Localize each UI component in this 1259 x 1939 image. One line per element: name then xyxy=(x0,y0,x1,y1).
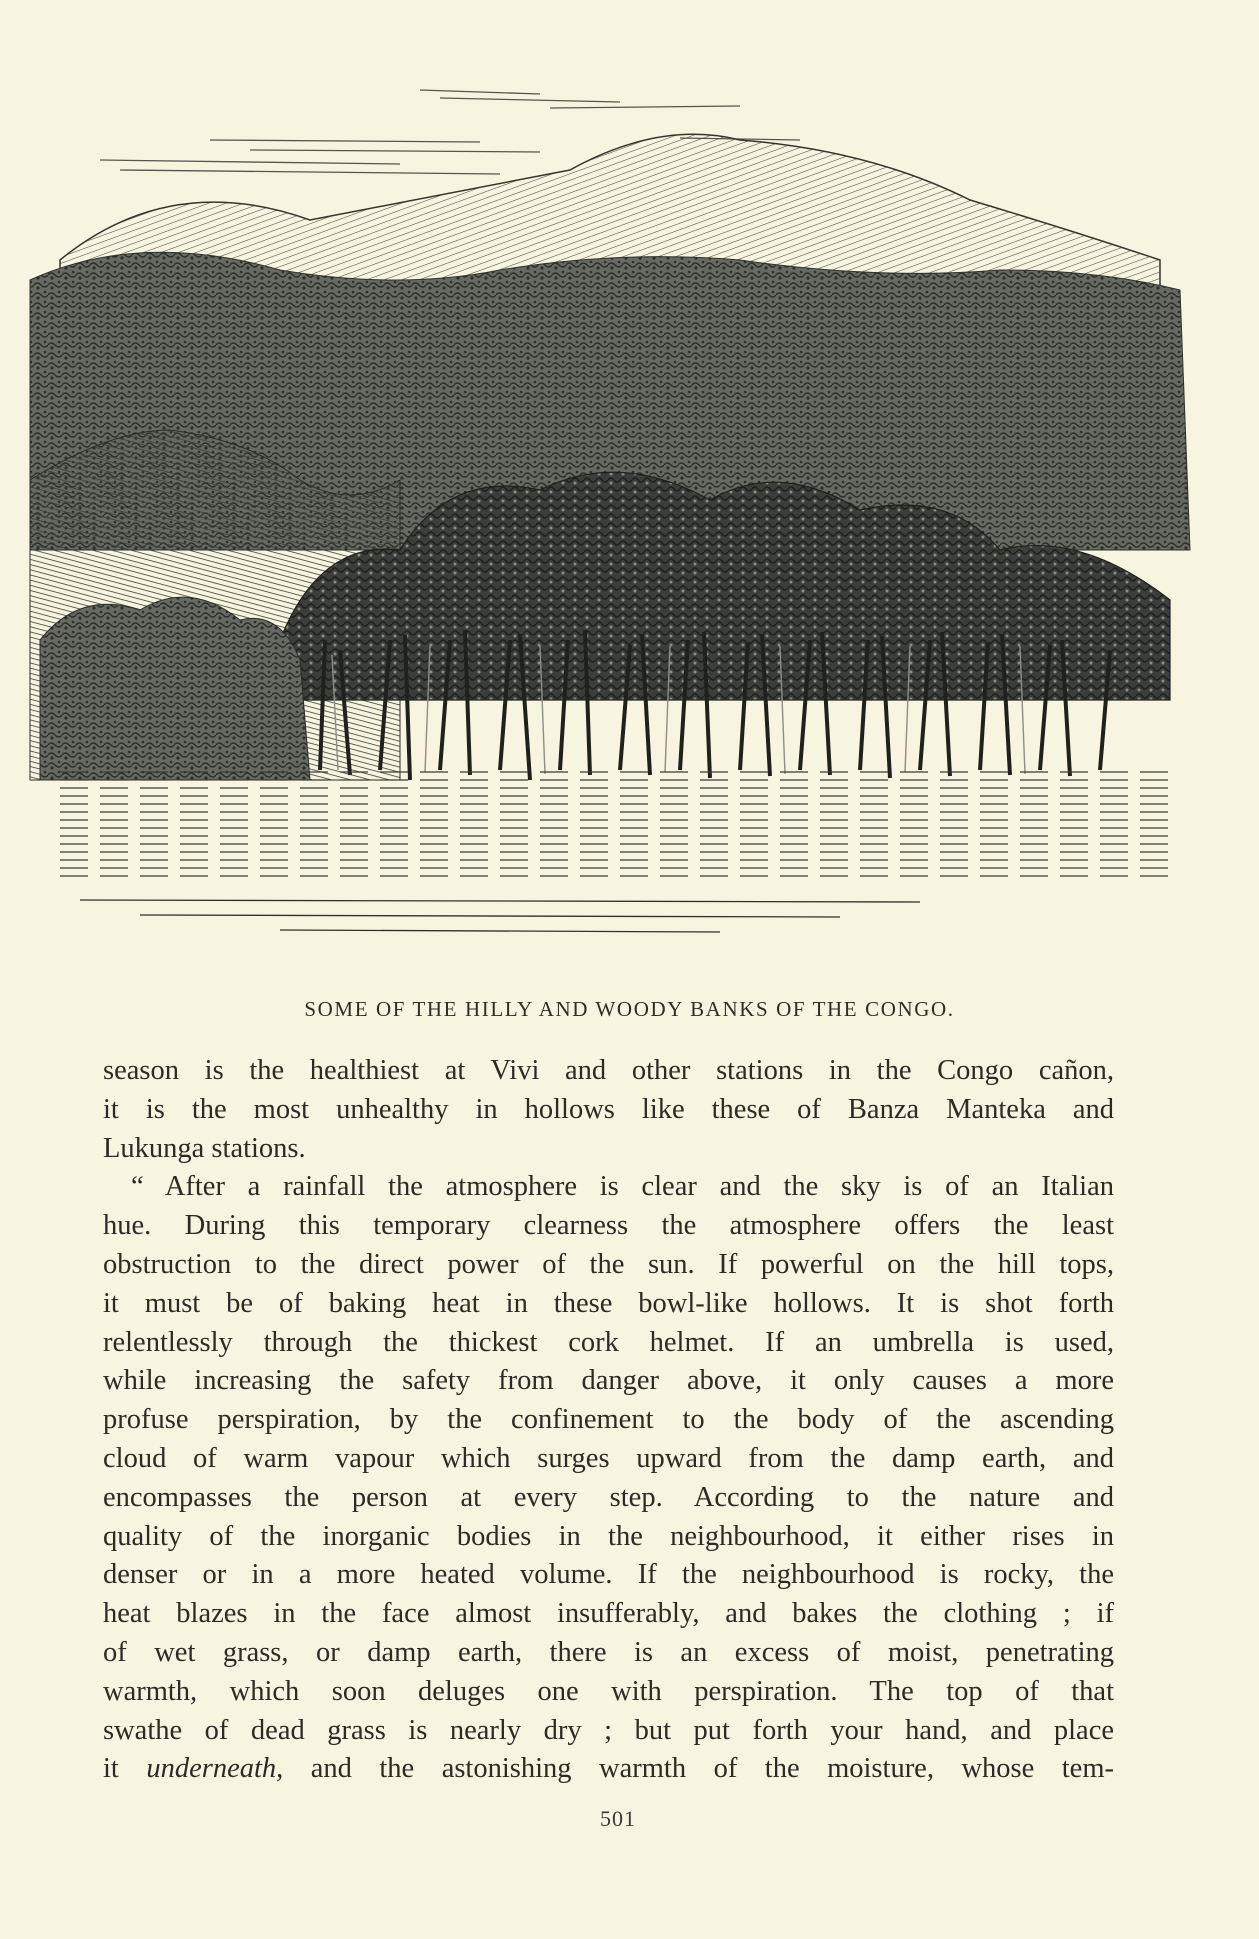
left-bushes xyxy=(40,597,310,780)
text-line: denser or in a more heated volume. If the neighbourhood is rocky, the xyxy=(103,1559,1114,1591)
illustration-caption: SOME OF THE HILLY AND WOODY BANKS OF THE CONGO. xyxy=(304,997,955,1021)
text-line: relentlessly through the thickest cork helmet. If an umbrella is used, xyxy=(103,1326,1114,1358)
text-line: while increasing the safety from danger above, it only causes a more xyxy=(103,1365,1114,1397)
text-line-last xyxy=(103,1750,1114,1789)
italic-word: underneath, xyxy=(146,1753,284,1785)
river-water xyxy=(50,770,1170,880)
text-line: cloud of warm vapour which surges upward from the damp earth, and xyxy=(103,1442,1114,1474)
text-segment: and the astonishing warmth of the moisture, whose tem- xyxy=(283,1753,1114,1785)
text-line: quality of the inorganic bodies in the neighbourhood, it either rises in xyxy=(103,1520,1114,1552)
text-segment: it xyxy=(103,1753,147,1785)
text-line: it is the most unhealthy in hollows like these of Banza Manteka and xyxy=(103,1093,1114,1125)
body-text xyxy=(103,1052,1114,1789)
text-line: warmth, which soon deluges one with perspiration. The top of that xyxy=(103,1675,1114,1707)
engraving-illustration xyxy=(20,80,1200,980)
page-number: 501 xyxy=(600,1806,636,1831)
text-line: obstruction to the direct power of the sun. If powerful on the hill tops, xyxy=(103,1248,1114,1280)
text-line: “ After a rainfall the atmosphere is clear and the sky is of an Italian xyxy=(131,1171,1114,1203)
text-line: heat blazes in the face almost insufferably, and bakes the clothing ; if xyxy=(103,1598,1114,1630)
text-line: it must be of baking heat in these bowl-like hollows. It is shot forth xyxy=(103,1287,1114,1319)
text-line: profuse perspiration, by the confinement to the body of the ascending xyxy=(103,1404,1114,1436)
text-line: of wet grass, or damp earth, there is an excess of moist, penetrating xyxy=(103,1636,1114,1668)
text-line: season is the healthiest at Vivi and other stations in the Congo cañon, xyxy=(103,1055,1114,1086)
text-line: swathe of dead grass is nearly dry ; but put forth your hand, and place xyxy=(103,1714,1114,1746)
text-line: encompasses the person at every step. According to the nature and xyxy=(103,1481,1114,1513)
text-line: Lukunga stations. xyxy=(103,1132,306,1164)
text-line: hue. During this temporary clearness the atmosphere offers the least xyxy=(103,1210,1114,1242)
